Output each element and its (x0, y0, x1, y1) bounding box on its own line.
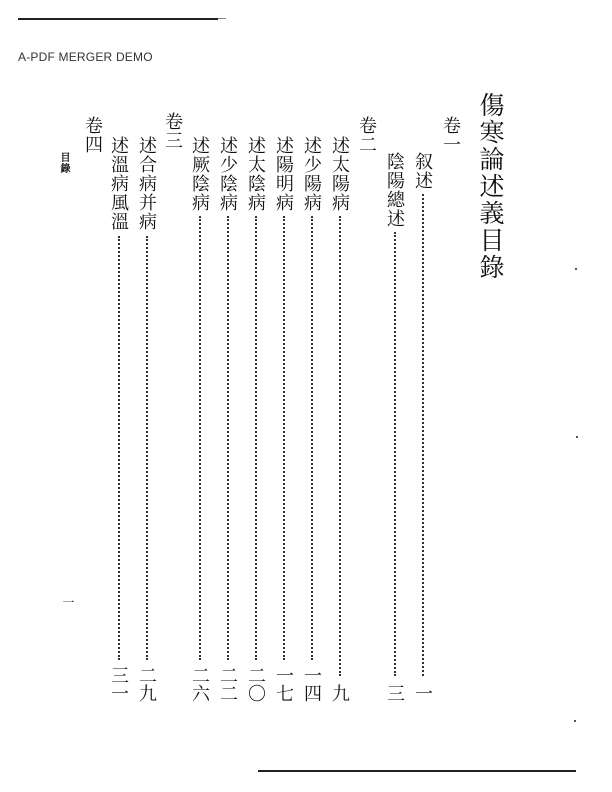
toc-page-number: 二〇 (245, 666, 266, 702)
toc-leader-dots (283, 216, 285, 660)
toc-leader-dots (394, 232, 396, 676)
toc-leader-dots (422, 194, 424, 676)
toc-page-number: 三一 (108, 666, 129, 702)
toc-page-number: 一四 (301, 666, 322, 702)
toc-leader-dots (199, 216, 201, 660)
toc-entry-title[interactable]: 述太陰病 (245, 136, 266, 212)
toc-leader-dots (255, 216, 257, 660)
toc-page-number: 二六 (189, 666, 210, 702)
toc-leader-dots (146, 236, 148, 660)
toc-entry-title[interactable]: 述太陽病 (329, 136, 350, 212)
toc-page-number: 二二 (217, 666, 238, 702)
toc-entry-title[interactable]: 述合病并病 (136, 136, 157, 231)
toc-entry-title[interactable]: 述少陽病 (301, 136, 322, 212)
volume-label-3: 卷三 (162, 112, 183, 150)
bottom-rule (258, 770, 576, 772)
volume-label-2: 卷二 (356, 116, 377, 154)
margin-section-label: 目錄 (58, 152, 69, 174)
top-rule (18, 18, 218, 20)
toc-leader-dots (339, 216, 341, 676)
toc-entry-title[interactable]: 述陽明病 (273, 136, 294, 212)
scan-speck (574, 720, 576, 722)
toc-page-number: 三 (384, 684, 405, 702)
toc-page-number: 九 (329, 684, 350, 702)
volume-label-4: 卷四 (82, 116, 103, 154)
toc-leader-dots (311, 216, 313, 660)
top-rule-tail (218, 18, 226, 19)
volume-label-1: 卷一 (440, 116, 461, 154)
toc-leader-dots (118, 236, 120, 660)
folio-number: 一 (61, 596, 75, 608)
watermark-text: A-PDF MERGER DEMO (18, 50, 153, 64)
toc-entry-title[interactable]: 叙述 (412, 152, 433, 190)
toc-page-number: 一七 (273, 666, 294, 702)
toc-entry-title[interactable]: 述厥陰病 (189, 136, 210, 212)
toc-entry-title[interactable]: 述少陰病 (217, 136, 238, 212)
scan-speck (575, 268, 577, 270)
page-title: 傷寒論述義目錄 (476, 92, 505, 281)
scan-speck (576, 436, 578, 438)
toc-page-number: 一 (412, 684, 433, 702)
toc-leader-dots (227, 216, 229, 660)
toc-entry-title[interactable]: 述溫病風溫 (108, 136, 129, 231)
toc-entry-title[interactable]: 陰陽總述 (384, 152, 405, 228)
toc-page-number: 二九 (136, 666, 157, 702)
